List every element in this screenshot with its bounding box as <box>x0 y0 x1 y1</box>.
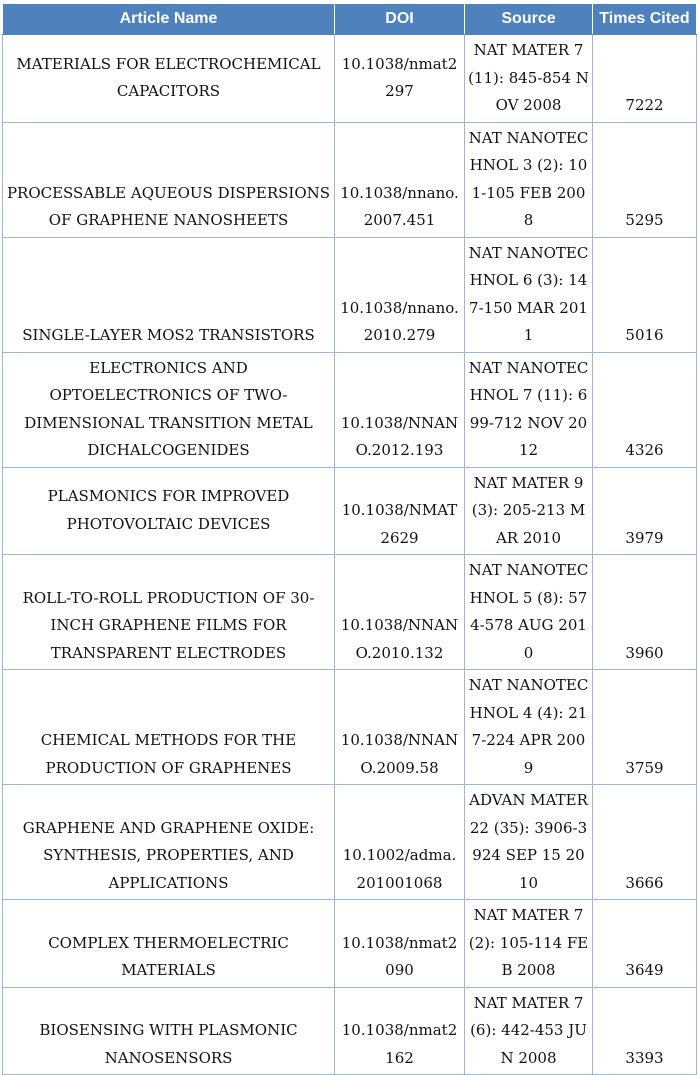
source-cell: NAT NANOTECHNOL 7 (11): 699-712 NOV 2012 <box>465 352 593 467</box>
times-cited-cell: 3759 <box>593 670 697 785</box>
article-name-cell: ROLL-TO-ROLL PRODUCTION OF 30-INCH GRAPHENE FILMS FOR TRANSPARENT ELECTRODES <box>3 555 335 670</box>
times-cited-cell: 3960 <box>593 555 697 670</box>
header-doi: DOI <box>335 4 465 35</box>
table-row <box>3 352 697 467</box>
doi-cell: 10.1038/NNANO.2012.193 <box>335 352 465 467</box>
times-cited-cell: 3979 <box>593 467 697 555</box>
doi-cell: 10.1038/NNANO.2009.58 <box>335 670 465 785</box>
article-name-cell: PROCESSABLE AQUEOUS DISPERSIONS OF GRAPHENE NANOSHEETS <box>3 122 335 237</box>
article-name-cell: CHEMICAL METHODS FOR THE PRODUCTION OF GRAPHENES <box>3 670 335 785</box>
article-name-cell: GRAPHENE AND GRAPHENE OXIDE: SYNTHESIS, PROPERTIES, AND APPLICATIONS <box>3 785 335 900</box>
times-cited-cell: 5295 <box>593 122 697 237</box>
table-row <box>3 555 697 670</box>
table-row <box>3 122 697 237</box>
article-name-cell: COMPLEX THERMOELECTRIC MATERIALS <box>3 900 335 988</box>
table-row <box>3 900 697 988</box>
source-cell: NAT NANOTECHNOL 5 (8): 574-578 AUG 2010 <box>465 555 593 670</box>
times-cited-cell: 7222 <box>593 35 697 123</box>
article-name-cell: ELECTRONICS AND OPTOELECTRONICS OF TWO-DIMENSIONAL TRANSITION METAL DICHALCOGENIDES <box>3 352 335 467</box>
doi-cell: 10.1038/NNANO.2010.132 <box>335 555 465 670</box>
doi-cell: 10.1038/nmat2162 <box>335 987 465 1075</box>
times-cited-cell: 3649 <box>593 900 697 988</box>
table-row <box>3 237 697 352</box>
table-row <box>3 987 697 1075</box>
citations-table <box>2 3 697 1075</box>
times-cited-cell: 4326 <box>593 352 697 467</box>
table-row <box>3 670 697 785</box>
article-name-cell: BIOSENSING WITH PLASMONIC NANOSENSORS <box>3 987 335 1075</box>
source-cell: NAT NANOTECHNOL 4 (4): 217-224 APR 2009 <box>465 670 593 785</box>
header-source: Source <box>465 4 593 35</box>
times-cited-cell: 3666 <box>593 785 697 900</box>
table-row <box>3 785 697 900</box>
doi-cell: 10.1038/nmat2090 <box>335 900 465 988</box>
source-cell: NAT MATER 7 (2): 105-114 FEB 2008 <box>465 900 593 988</box>
source-cell: NAT NANOTECHNOL 6 (3): 147-150 MAR 2011 <box>465 237 593 352</box>
table-row <box>3 467 697 555</box>
source-cell: ADVAN MATER 22 (35): 3906-3924 SEP 15 2010 <box>465 785 593 900</box>
article-name-cell: PLASMONICS FOR IMPROVED PHOTOVOLTAIC DEVICES <box>3 467 335 555</box>
article-name-cell: MATERIALS FOR ELECTROCHEMICAL CAPACITORS <box>3 35 335 123</box>
table-row <box>3 35 697 123</box>
times-cited-cell: 3393 <box>593 987 697 1075</box>
doi-cell: 10.1038/nnano.2007.451 <box>335 122 465 237</box>
source-cell: NAT MATER 9 (3): 205-213 MAR 2010 <box>465 467 593 555</box>
header-row <box>3 4 697 35</box>
header-article-name: Article Name <box>3 4 335 35</box>
doi-cell: 10.1038/nmat2297 <box>335 35 465 123</box>
article-name-cell: SINGLE-LAYER MOS2 TRANSISTORS <box>3 237 335 352</box>
doi-cell: 10.1038/nnano.2010.279 <box>335 237 465 352</box>
source-cell: NAT NANOTECHNOL 3 (2): 101-105 FEB 2008 <box>465 122 593 237</box>
times-cited-cell: 5016 <box>593 237 697 352</box>
header-times-cited: Times Cited <box>593 4 697 35</box>
doi-cell: 10.1002/adma.201001068 <box>335 785 465 900</box>
doi-cell: 10.1038/NMAT2629 <box>335 467 465 555</box>
source-cell: NAT MATER 7 (11): 845-854 NOV 2008 <box>465 35 593 123</box>
source-cell: NAT MATER 7 (6): 442-453 JUN 2008 <box>465 987 593 1075</box>
